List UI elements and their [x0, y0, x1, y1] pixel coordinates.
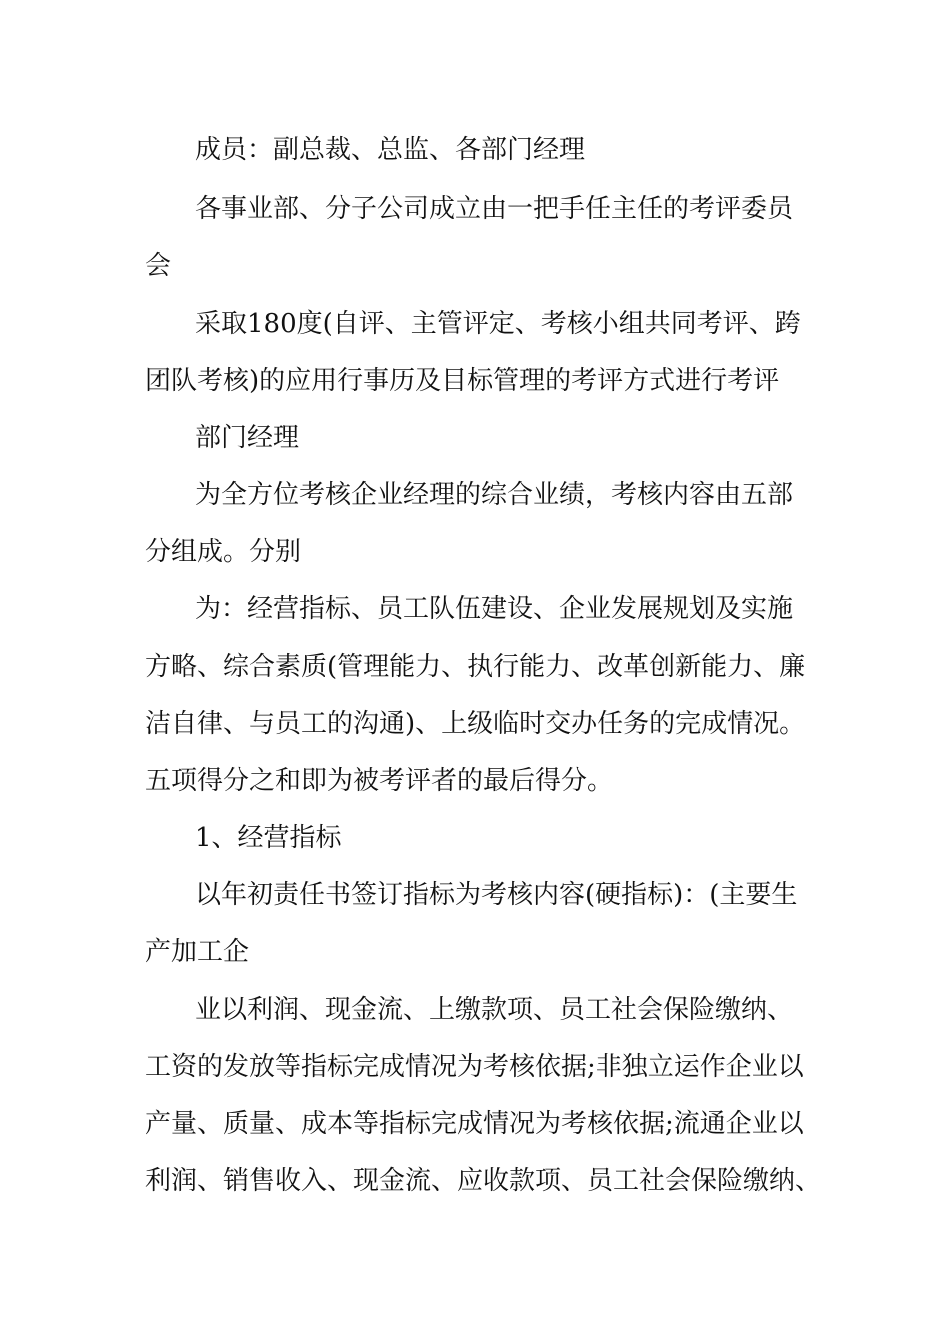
paragraph-line: 工资的发放等指标完成情况为考核依据;非独立运作企业以 [145, 1052, 804, 1082]
paragraph-line: 五项得分之和即为被考评者的最后得分。 [145, 766, 614, 796]
paragraph-line: 部门经理 [195, 423, 300, 453]
paragraph-line: 分组成。分别 [145, 537, 302, 567]
paragraph-line: 方略、综合素质(管理能力、执行能力、改革创新能力、廉 [145, 652, 806, 682]
paragraph-line: 为全方位考核企业经理的综合业绩，考核内容由五部 [195, 480, 794, 510]
paragraph-line: 各事业部、分子公司成立由一把手任主任的考评委员 [195, 194, 794, 224]
paragraph-line: 成员：副总裁、总监、各部门经理 [195, 135, 586, 165]
paragraph-line: 团队考核)的应用行事历及目标管理的考评方式进行考评 [145, 366, 780, 396]
section-heading: 1、经营指标 [195, 823, 342, 853]
paragraph-line: 利润、销售收入、现金流、应收款项、员工社会保险缴纳、 [145, 1166, 822, 1196]
paragraph-line: 产加工企 [145, 937, 250, 967]
paragraph-line: 为：经营指标、员工队伍建设、企业发展规划及实施 [195, 594, 794, 624]
paragraph-line: 业以利润、现金流、上缴款项、员工社会保险缴纳、 [195, 995, 794, 1025]
paragraph-line: 会 [145, 251, 172, 281]
paragraph-line: 以年初责任书签订指标为考核内容(硬指标)：(主要生 [195, 880, 798, 910]
paragraph-line: 产量、质量、成本等指标完成情况为考核依据;流通企业以 [145, 1109, 804, 1139]
paragraph-line: 采取180度(自评、主管评定、考核小组共同考评、跨 [195, 309, 801, 339]
paragraph-line: 洁自律、与员工的沟通)、上级临时交办任务的完成情况。 [145, 709, 806, 739]
